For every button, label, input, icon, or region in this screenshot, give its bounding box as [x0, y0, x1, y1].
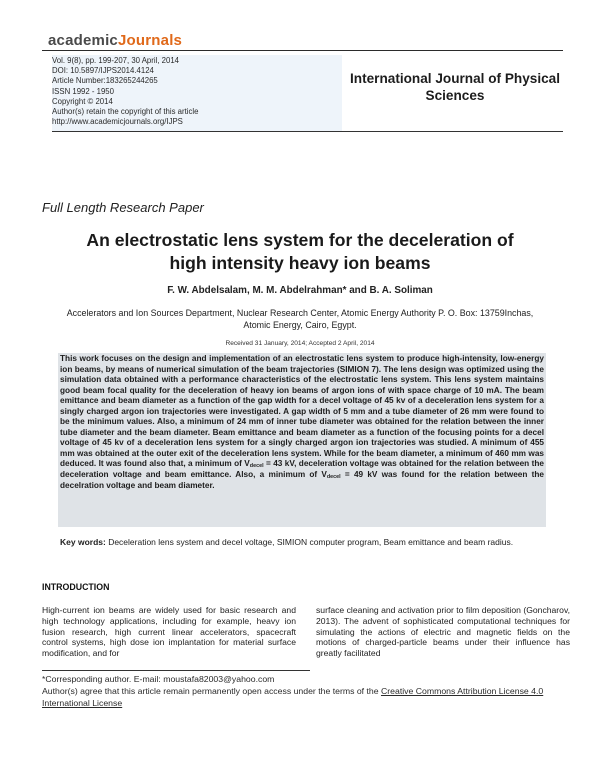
affiliation [40, 307, 560, 332]
footnote [42, 673, 562, 710]
license-text: Author(s) agree that this article remain permanently open access under the terms of the [42, 686, 381, 697]
authors: F. W. Abdelsalam, M. M. Abdelrahman* and B. A. Soliman [167, 285, 433, 296]
meta-issn: ISSN 1992 - 1950 [52, 86, 114, 96]
title-line2: high intensity heavy ion beams [169, 252, 431, 273]
abstract-part2: = 43 kV, deceleration voltage was obtained for the relation between the deceleration voltage and beam emittance. Also, a minimum of V [60, 459, 544, 480]
introduction-column-left: High-current ion beams are widely used for basic research and high technology applications, including for example, heavy ion fusion research, high current linear accelerators, spacecraft control systems, high dose ion implantation for material surface modification, and for [42, 605, 296, 659]
logo-part-journals: Journals [117, 32, 183, 49]
keywords-text: Deceleration lens system and decel voltage, SIMION computer program, Beam emittance and beam radius. [105, 537, 514, 547]
metadata-lines [52, 56, 198, 127]
introduction-heading: INTRODUCTION [42, 582, 110, 592]
keywords [60, 537, 548, 548]
journal-name-line1: International Journal of Physical [350, 71, 560, 86]
footnote-divider [42, 670, 310, 671]
abstract-part3: = 49 kV was found for the relation between the decelration voltage and beam diameter. [60, 470, 544, 490]
affiliation-line1: Accelerators and Ion Sources Department, Nuclear Research Center, Atomic Energy Authority P. O. Box: 13759Inchas, [66, 308, 534, 318]
corresponding-author: *Corresponding author. E-mail: moustafa82003@yahoo.com [42, 674, 275, 684]
abstract-subscript2: decel [326, 474, 341, 481]
journal-name-line2: Sciences [425, 88, 485, 103]
meta-article-number: Article Number:18326524426​5 [52, 76, 158, 86]
affiliation-line2: Atomic Energy, Cairo, Egypt. [243, 320, 357, 331]
abstract-text [60, 354, 544, 491]
introduction-column-right: surface cleaning and activation prior to film deposition (Goncharov, 2013). The advent of sophisticated computational techniques for simulating the actions of electric and magnetic fields on the motions of charged-particle beams under their influence has greatly facilitated [316, 605, 570, 659]
meta-retain: Author(s) retain the copyright of this article [52, 107, 199, 117]
journal-name [345, 70, 565, 104]
meta-doi: DOI: 10.5897/IJPS2014.4124 [52, 66, 154, 76]
meta-copyright: Copyright © 2014 [52, 96, 113, 106]
meta-url[interactable]: http://www.academicjournals.org/IJPS [52, 117, 183, 127]
license-link[interactable]: Creative Commons Attribution License 4.0 International License [42, 686, 544, 709]
logo-part-academic: academic [48, 32, 118, 49]
meta-divider [52, 131, 563, 132]
license-note [42, 685, 562, 709]
abstract-part1: This work focuses on the design and implementation of an electrostatic lens system to produce high-intensity, low-energy ion beams, by means of numerical simulation of the beam trajectories (SIMION 7). The lens design was optimized using the simulation data obtained with a performance characteristics of the electrostatic lens system. This lens system maintains good beam focal quality for the deceleration of heavy ion beams of argon ions of with space charge of 10 mA. The beam emittance and beam diameter as a function of the gap width for a decel voltage of 45 kv of a deceleration lens system for a singly charged argon ion trajectories were investigated. A gap width of 5 mm and a tube diameter of 26 mm were found to be the minimum values. Also, a minimum of 24 mm of inner tube diameter was obtained for the relation between the inner tube diameter and the beam diameter. Beam emittance and beam diameter as a function of the focusing points for a decel voltage of 45 kv of a deceleration lens system for a singly charged argon ion trajectories was studied. A minimum of 455 mm was obtained at the outer exit of the deceleration lens system. While for the beam diameter, a minimum of 460 mm was deduced. It was found also that, a minimum of V [60, 354, 544, 469]
meta-volume: Vol. 9(8), pp. 199-207, 30 April, 2014 [52, 56, 180, 65]
title-line1: An electrostatic lens system for the deceleration of [86, 230, 514, 250]
publisher-logo [48, 32, 182, 49]
keywords-label: Key words: [60, 537, 106, 547]
paper-title [40, 229, 560, 274]
header-divider [42, 50, 563, 51]
abstract-subscript1: decel [249, 463, 264, 470]
received-dates: Received 31 January, 2014; Accepted 2 April, 2014 [225, 340, 375, 347]
paper-type: Full Length Research Paper [42, 200, 204, 215]
